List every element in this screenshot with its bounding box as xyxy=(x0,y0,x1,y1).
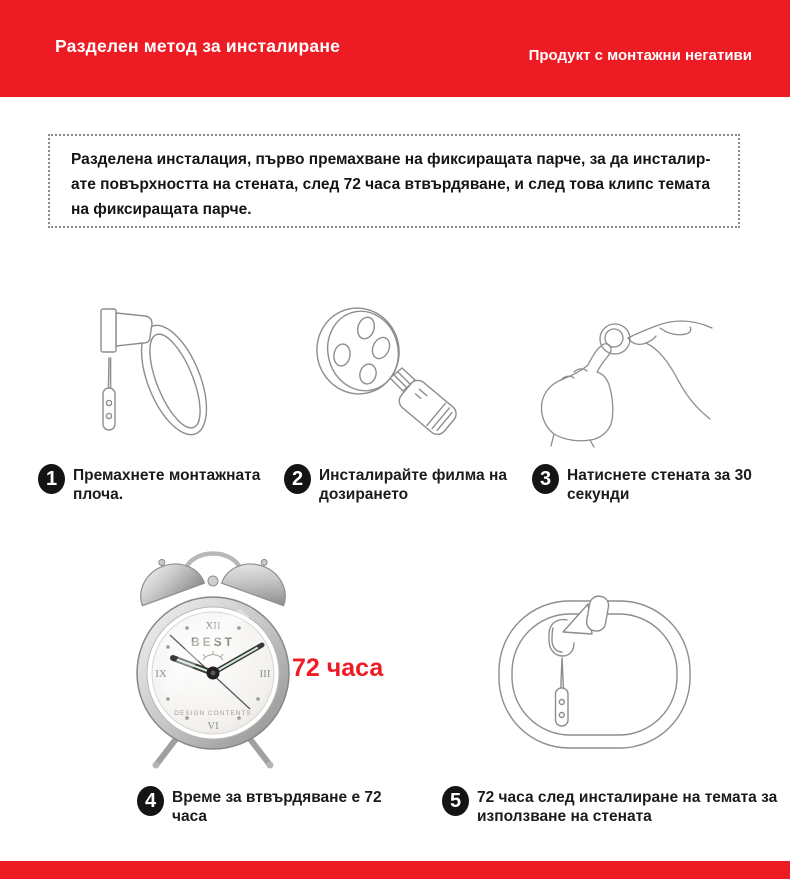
clock-numeral-9: IX xyxy=(155,668,167,680)
alarm-clock-drawing xyxy=(118,543,313,771)
dosing-film-illustration xyxy=(300,294,472,446)
notice-line-3: на фиксиращата парче. xyxy=(71,201,252,218)
clock-caption-text: DESIGN CONTENTS xyxy=(174,710,252,717)
clock-brand-text: BEST xyxy=(190,635,236,649)
step-3-caption: Натиснете стената за 30 секунди xyxy=(567,467,752,503)
step-1 xyxy=(38,464,278,504)
hands-pressing-drawing xyxy=(520,294,715,449)
header-subtitle: Продукт с монтажни негативи xyxy=(528,47,752,64)
dosing-film-drawing xyxy=(300,294,472,446)
wall-bracket-drawing xyxy=(52,282,237,454)
hands-pressing-illustration xyxy=(520,294,715,449)
step-3-number-badge: 3 xyxy=(532,464,559,494)
step-5 xyxy=(442,786,790,826)
alarm-clock-illustration xyxy=(118,543,313,771)
clock-numeral-12: XII xyxy=(205,620,221,632)
step-5-caption: 72 часа след инсталиране на темата за използване на стената xyxy=(477,789,778,825)
towel-ring-drawing xyxy=(485,588,705,763)
towel-ring-illustration xyxy=(485,588,705,763)
footer-band xyxy=(0,861,790,879)
clock-numeral-3: III xyxy=(259,668,271,680)
curing-duration-label: 72 часа xyxy=(292,654,384,682)
header-band xyxy=(0,0,790,97)
step-4-caption: Време за втвърдяване е 72 часа xyxy=(172,789,382,825)
step-1-caption: Премахнете монтажната плоча. xyxy=(73,467,261,503)
notice-box xyxy=(48,134,740,228)
step-5-number-badge: 5 xyxy=(442,786,469,816)
step-2 xyxy=(284,464,524,504)
step-3 xyxy=(532,464,782,504)
wall-bracket-illustration xyxy=(52,282,237,454)
step-1-number-badge: 1 xyxy=(38,464,65,494)
page-title: Разделен метод за инсталиране xyxy=(55,36,341,56)
step-4 xyxy=(137,786,412,826)
step-4-number-badge: 4 xyxy=(137,786,164,816)
notice-line-1: Разделена инсталация, първо премахване на фиксиращата парче, за да инсталир- xyxy=(71,151,711,168)
step-2-number-badge: 2 xyxy=(284,464,311,494)
notice-line-2: ате повърхността на стената, след 72 часа втвърдяване, и след това клипс темата xyxy=(71,176,711,193)
step-2-caption: Инсталирайте филма на дозирането xyxy=(319,467,507,503)
clock-numeral-6: VI xyxy=(207,720,219,732)
